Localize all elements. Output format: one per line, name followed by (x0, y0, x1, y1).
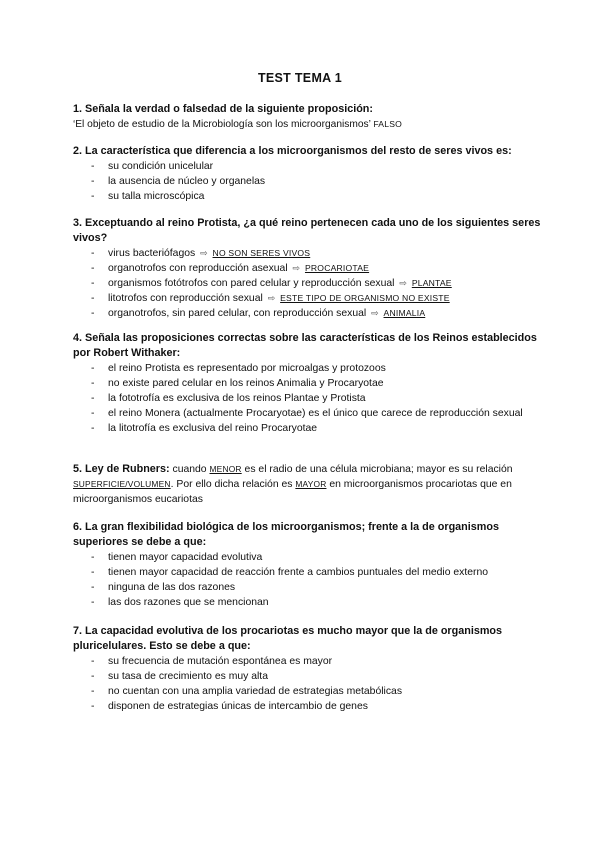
question-3-items (73, 246, 543, 321)
arrow-right-icon: ⇨ (399, 278, 407, 288)
list-item: - su talla microscópica (73, 189, 543, 204)
item-answer: ESTE TIPO DE ORGANISMO NO EXISTE (280, 293, 450, 303)
list-item (73, 291, 543, 306)
question-6-title: 6. La gran flexibilidad biológica de los microorganismos; frente a la de organismos superiores se debe a que: (73, 521, 499, 548)
question-5-text-3: . Por ello dicha relación es (170, 479, 296, 490)
arrow-right-icon: ⇨ (200, 248, 208, 258)
question-5-title: 5. Ley de Rubners: (73, 463, 170, 475)
list-item: - ninguna de las dos razones (73, 580, 543, 595)
blank-answer-1: MENOR (209, 464, 242, 474)
question-5-text-1: cuando (169, 464, 210, 475)
question-7 (73, 624, 543, 714)
list-item (73, 246, 543, 261)
question-4-title: 4. Señala las proposiciones correctas sobre las características de los Reinos establecidos por Robert Withaker: (73, 332, 537, 359)
question-6-options (73, 550, 543, 610)
blank-answer-3: MAYOR (295, 479, 327, 489)
question-2-options (73, 159, 543, 204)
question-1-answer: FALSO (373, 119, 403, 129)
arrow-right-icon: ⇨ (267, 293, 276, 303)
list-item (73, 306, 543, 321)
question-7-title: 7. La capacidad evolutiva de los procariotas es mucho mayor que la de organismos pluricelulares. Esto se debe a que: (73, 625, 503, 652)
list-item: - la fototrofía es exclusiva de los reinos Plantae y Protista (73, 391, 543, 406)
page-title: TEST TEMA 1 (257, 71, 343, 85)
list-item: - su condición unicelular (73, 159, 543, 174)
question-7-options (73, 654, 543, 714)
question-4-options (73, 361, 543, 436)
list-item: - la ausencia de núcleo y organelas (73, 174, 543, 189)
question-2-title: 2. La característica que diferencia a los microorganismos del resto de seres vivos es: (73, 145, 512, 157)
question-5 (73, 462, 543, 507)
item-text: organismos fotótrofos con pared celular y reproducción sexual (108, 278, 395, 289)
item-text: virus bacteriófagos (108, 248, 196, 259)
list-item: - tienen mayor capacidad evolutiva (73, 550, 543, 565)
question-1-title: 1. Señala la verdad o falsedad de la siguiente proposición: (73, 103, 373, 115)
question-1-statement: ‘El objeto de estudio de la Microbiología son los microorganismos’ (73, 119, 371, 130)
item-text: organotrofos con reproducción asexual (108, 263, 288, 274)
blank-answer-2: SUPERFICIE/VOLUMEN (73, 479, 171, 489)
item-answer: ANIMALIA (383, 308, 426, 318)
question-3 (73, 216, 543, 321)
list-item (73, 276, 543, 291)
item-answer: PLANTAE (411, 278, 452, 288)
list-item: - las dos razones que se mencionan (73, 595, 543, 610)
question-5-text-4: en microorganismos procariotas que en microorganismos eucariotas (73, 479, 512, 505)
item-text: litotrofos con reproducción sexual (108, 293, 263, 304)
question-5-text-2: es el radio de una célula microbiana; mayor es su relación (241, 464, 513, 475)
item-answer: NO SON SERES VIVOS (212, 248, 311, 258)
list-item: - el reino Protista es representado por microalgas y protozoos (73, 361, 543, 376)
question-2 (73, 144, 543, 204)
question-1 (73, 102, 543, 132)
list-item: - tienen mayor capacidad de reacción frente a cambios puntuales del medio externo (73, 565, 543, 580)
list-item: - el reino Monera (actualmente Procaryotae) es el único que carece de reproducción sexual (73, 406, 543, 421)
question-5-paragraph (73, 462, 543, 507)
question-4 (73, 331, 543, 436)
question-1-statement-line (73, 117, 543, 132)
item-text: organotrofos, sin pared celular, con reproducción sexual (108, 308, 367, 319)
item-answer: PROCARIOTAE (304, 263, 370, 273)
question-6 (73, 520, 543, 610)
list-item (73, 261, 543, 276)
list-item: - no cuentan con una amplia variedad de estrategias metabólicas (73, 684, 543, 699)
list-item: - su tasa de crecimiento es muy alta (73, 669, 543, 684)
arrow-right-icon: ⇨ (371, 308, 379, 318)
list-item: - su frecuencia de mutación espontánea es mayor (73, 654, 543, 669)
list-item: - disponen de estrategias únicas de intercambio de genes (73, 699, 543, 714)
arrow-right-icon: ⇨ (292, 263, 301, 273)
list-item: - no existe pared celular en los reinos Animalia y Procaryotae (73, 376, 543, 391)
question-3-title: 3. Exceptuando al reino Protista, ¿a qué reino pertenecen cada uno de los siguientes seres vivos? (73, 217, 541, 244)
list-item: - la litotrofía es exclusiva del reino Procaryotae (73, 421, 543, 436)
